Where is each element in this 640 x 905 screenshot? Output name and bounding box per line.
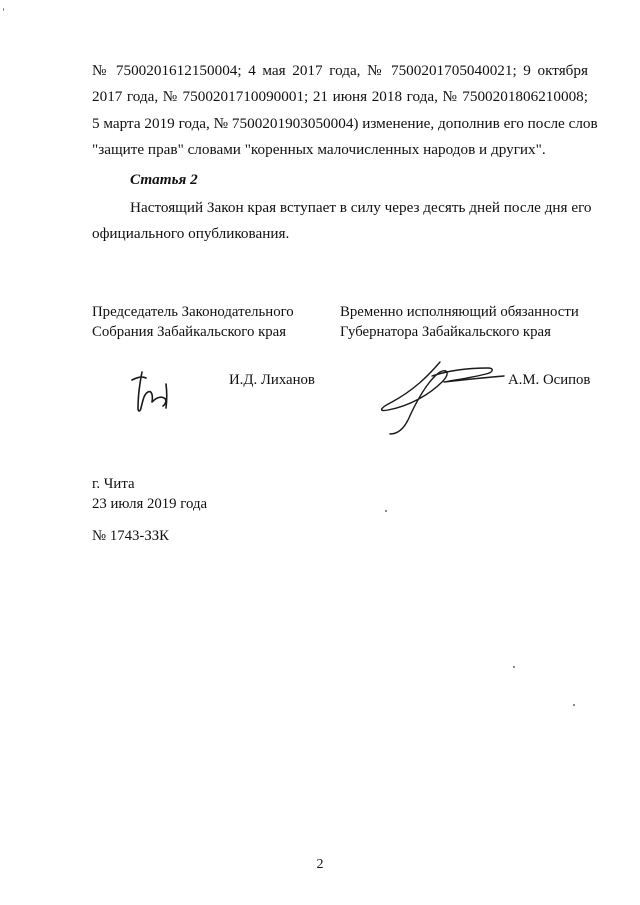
body-line: "защите прав" словами "коренных малочисленных народов и других". — [92, 140, 546, 158]
left-signatory-title — [92, 302, 294, 342]
body-line: 5 марта 2019 года, № 7500201903050004) изменение, дополнив его после слов — [92, 114, 598, 132]
left-signatory-name: И.Д. Лиханов — [229, 372, 315, 388]
signatory-title-line: Губернатора Забайкальского края — [340, 324, 551, 340]
signatory-title-line: Временно исполняющий обязанности — [340, 304, 579, 320]
law-number: № 1743-ЗЗК — [92, 528, 170, 544]
scan-speck — [385, 510, 387, 512]
right-signatory-title — [340, 302, 579, 342]
scan-speck — [573, 704, 575, 706]
page-number: 2 — [316, 857, 324, 872]
signing-date: 23 июля 2019 года — [92, 496, 208, 512]
signatory-title-line: Председатель Законодательного — [92, 304, 294, 320]
body-line: Настоящий Закон края вступает в силу через десять дней после дня его — [130, 199, 592, 216]
article2-body-paragraph — [92, 195, 592, 248]
handwritten-signature-left — [126, 368, 176, 416]
scan-speck — [513, 666, 515, 668]
article2-heading: Статья 2 — [130, 171, 198, 188]
article1-body-paragraph — [92, 58, 598, 163]
right-signatory-name: А.М. Осипов — [508, 372, 591, 388]
body-line: № 7500201612150004; 4 мая 2017 года, № 7500201705040021; 9 октября — [92, 62, 588, 79]
signing-city: г. Чита — [92, 476, 135, 492]
handwritten-signature-right — [370, 356, 510, 438]
body-line: 2017 года, № 7500201710090001; 21 июня 2018 года, № 7500201806210008; — [92, 88, 588, 106]
body-line: официального опубликования. — [92, 225, 290, 243]
signatory-title-line: Собрания Забайкальского края — [92, 324, 287, 340]
scan-speck — [3, 8, 4, 11]
